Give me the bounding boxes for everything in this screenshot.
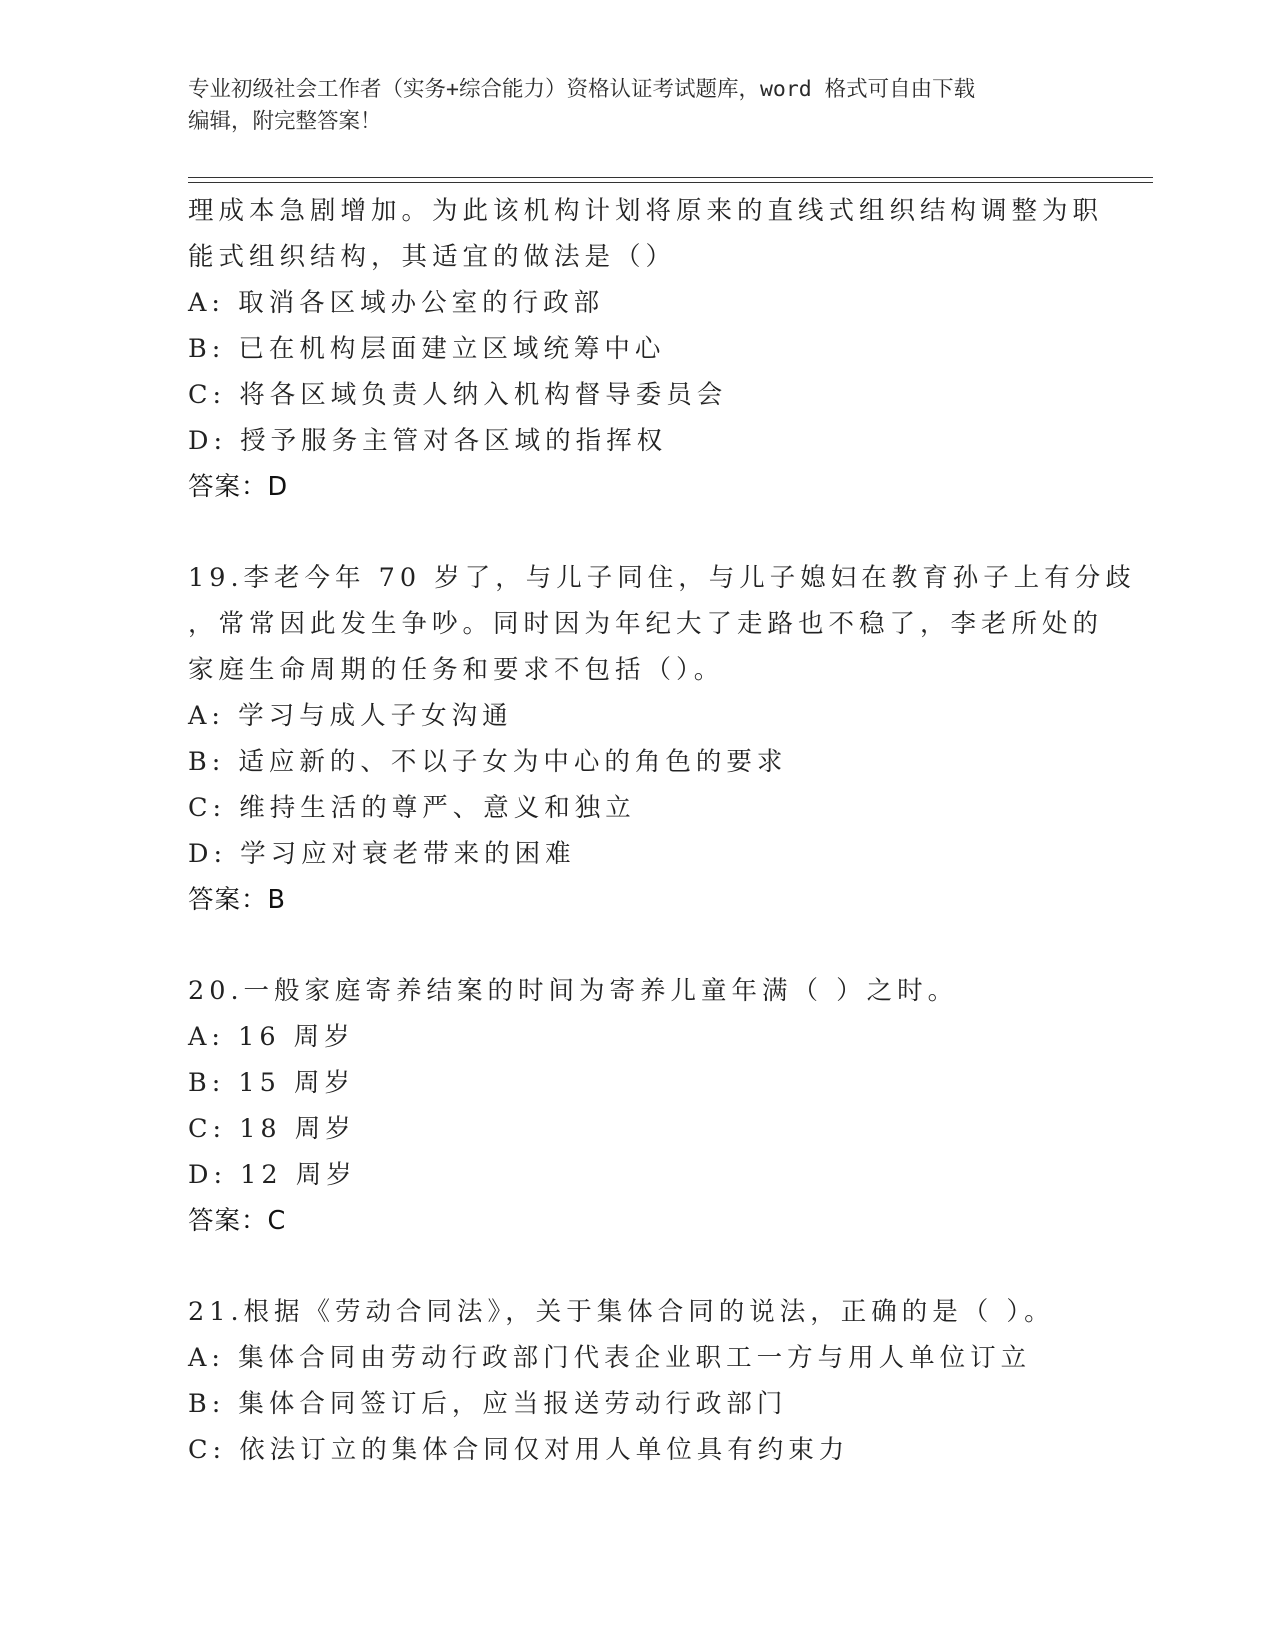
header-line-2: 编辑，附完整答案！ — [188, 109, 382, 134]
document-header — [188, 74, 1088, 138]
question-stem: 理成本急剧增加。为此该机构计划将原来的直线式组织结构调整为职 — [188, 196, 1104, 226]
question-21 — [188, 1289, 1148, 1473]
question-19 — [188, 555, 1148, 923]
question-18 — [188, 188, 1148, 510]
option-c: C: 维持生活的尊严、意义和独立 — [188, 793, 636, 823]
question-stem: 家庭生命周期的任务和要求不包括（）。 — [188, 655, 725, 685]
question-20 — [188, 968, 1148, 1244]
question-stem: 20.一般家庭寄养结案的时间为寄养儿童年满（ ）之时。 — [188, 976, 959, 1006]
option-b: B: 已在机构层面建立区域统筹中心 — [188, 334, 666, 364]
answer: 答案：D — [188, 472, 289, 502]
option-a: A: 集体合同由劳动行政部门代表企业职工一方与用人单位订立 — [188, 1343, 1032, 1373]
option-d: D: 学习应对衰老带来的困难 — [188, 839, 576, 869]
question-stem: 19.李老今年 70 岁了，与儿子同住，与儿子媳妇在教育孙子上有分歧 — [188, 563, 1136, 593]
header-divider-top — [188, 177, 1153, 178]
option-c: C: 将各区域负责人纳入机构督导委员会 — [188, 380, 728, 410]
question-stem: 21.根据《劳动合同法》，关于集体合同的说法，正确的是（ ）。 — [188, 1297, 1055, 1327]
header-divider-bottom — [188, 182, 1153, 183]
question-list — [188, 188, 1148, 1473]
question-stem: ，常常因此发生争吵。同时因为年纪大了走路也不稳了，李老所处的 — [188, 609, 1104, 639]
answer: 答案：B — [188, 885, 286, 915]
option-a: A: 16 周岁 — [188, 1022, 355, 1052]
option-d: D: 12 周岁 — [188, 1160, 357, 1190]
option-b: B: 集体合同签订后，应当报送劳动行政部门 — [188, 1389, 788, 1419]
option-c: C: 依法订立的集体合同仅对用人单位具有约束力 — [188, 1435, 850, 1465]
option-c: C: 18 周岁 — [188, 1114, 356, 1144]
option-b: B: 15 周岁 — [188, 1068, 355, 1098]
option-a: A: 学习与成人子女沟通 — [188, 701, 513, 731]
option-d: D: 授予服务主管对各区域的指挥权 — [188, 426, 668, 456]
answer: 答案：C — [188, 1206, 287, 1236]
option-a: A: 取消各区域办公室的行政部 — [188, 288, 605, 318]
option-b: B: 适应新的、不以子女为中心的角色的要求 — [188, 747, 788, 777]
header-line-1: 专业初级社会工作者（实务+综合能力）资格认证考试题库，word 格式可自由下载 — [188, 77, 976, 102]
question-stem: 能式组织结构，其适宜的做法是（） — [188, 242, 677, 272]
